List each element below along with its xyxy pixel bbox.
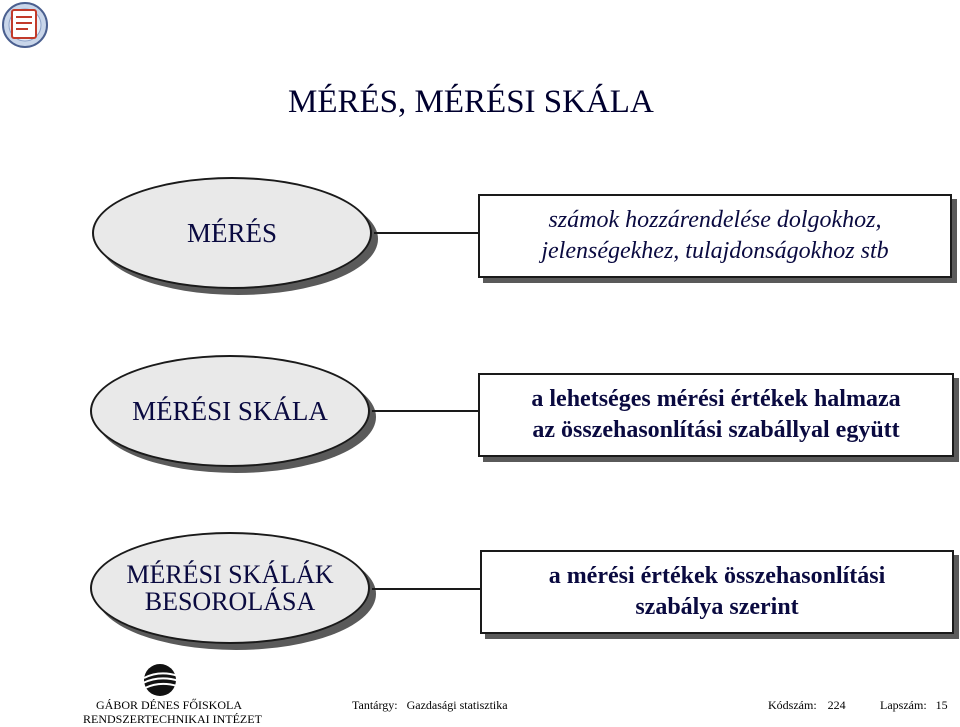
institution-department: RENDSZERTECHNIKAI INTÉZET: [83, 712, 262, 726]
page-value: 15: [935, 698, 948, 712]
page-label: Lapszám:: [880, 698, 927, 712]
definition-box-meres: [478, 194, 952, 278]
connector-line: [372, 410, 478, 412]
institution-logo-icon: [140, 660, 180, 700]
presentation-app-icon[interactable]: [0, 0, 52, 52]
subject-label: Tantárgy:: [352, 698, 398, 712]
footer-page: [880, 698, 948, 713]
connector-line: [372, 588, 480, 590]
term-ellipse-meresi-skala: [90, 355, 370, 467]
definition-box-meresi-skala: [478, 373, 954, 457]
code-label: Kódszám:: [768, 698, 817, 712]
term-label: BESOROLÁSA: [144, 587, 316, 616]
subject-value: Gazdasági statisztika: [406, 698, 508, 712]
page-title: MÉRÉS, MÉRÉSI SKÁLA: [288, 84, 654, 120]
definition-box-besorolas: [480, 550, 954, 634]
definition-line: jelenségekhez, tulajdonságokhoz stb: [541, 238, 889, 264]
definition-line: a lehetséges mérési értékek halmaza: [531, 385, 901, 412]
term-label: MÉRÉSI SKÁLÁK: [126, 559, 334, 589]
definition-line: az összehasonlítási szabállyal együtt: [532, 417, 900, 443]
footer-code: [768, 698, 846, 713]
term-ellipse-besorolas: [90, 532, 370, 644]
institution-name: GÁBOR DÉNES FŐISKOLA: [96, 698, 243, 712]
connector-line: [374, 232, 478, 234]
definition-line: szabálya szerint: [635, 594, 799, 620]
term-label: MÉRÉSI SKÁLA: [132, 395, 328, 426]
definition-line: számok hozzárendelése dolgokhoz,: [548, 206, 882, 233]
definition-line: a mérési értékek összehasonlítási: [548, 562, 886, 589]
footer-subject: [352, 698, 508, 713]
term-label: MÉRÉS: [186, 217, 278, 248]
code-value: 224: [827, 698, 846, 712]
term-ellipse-meres: [92, 177, 372, 289]
